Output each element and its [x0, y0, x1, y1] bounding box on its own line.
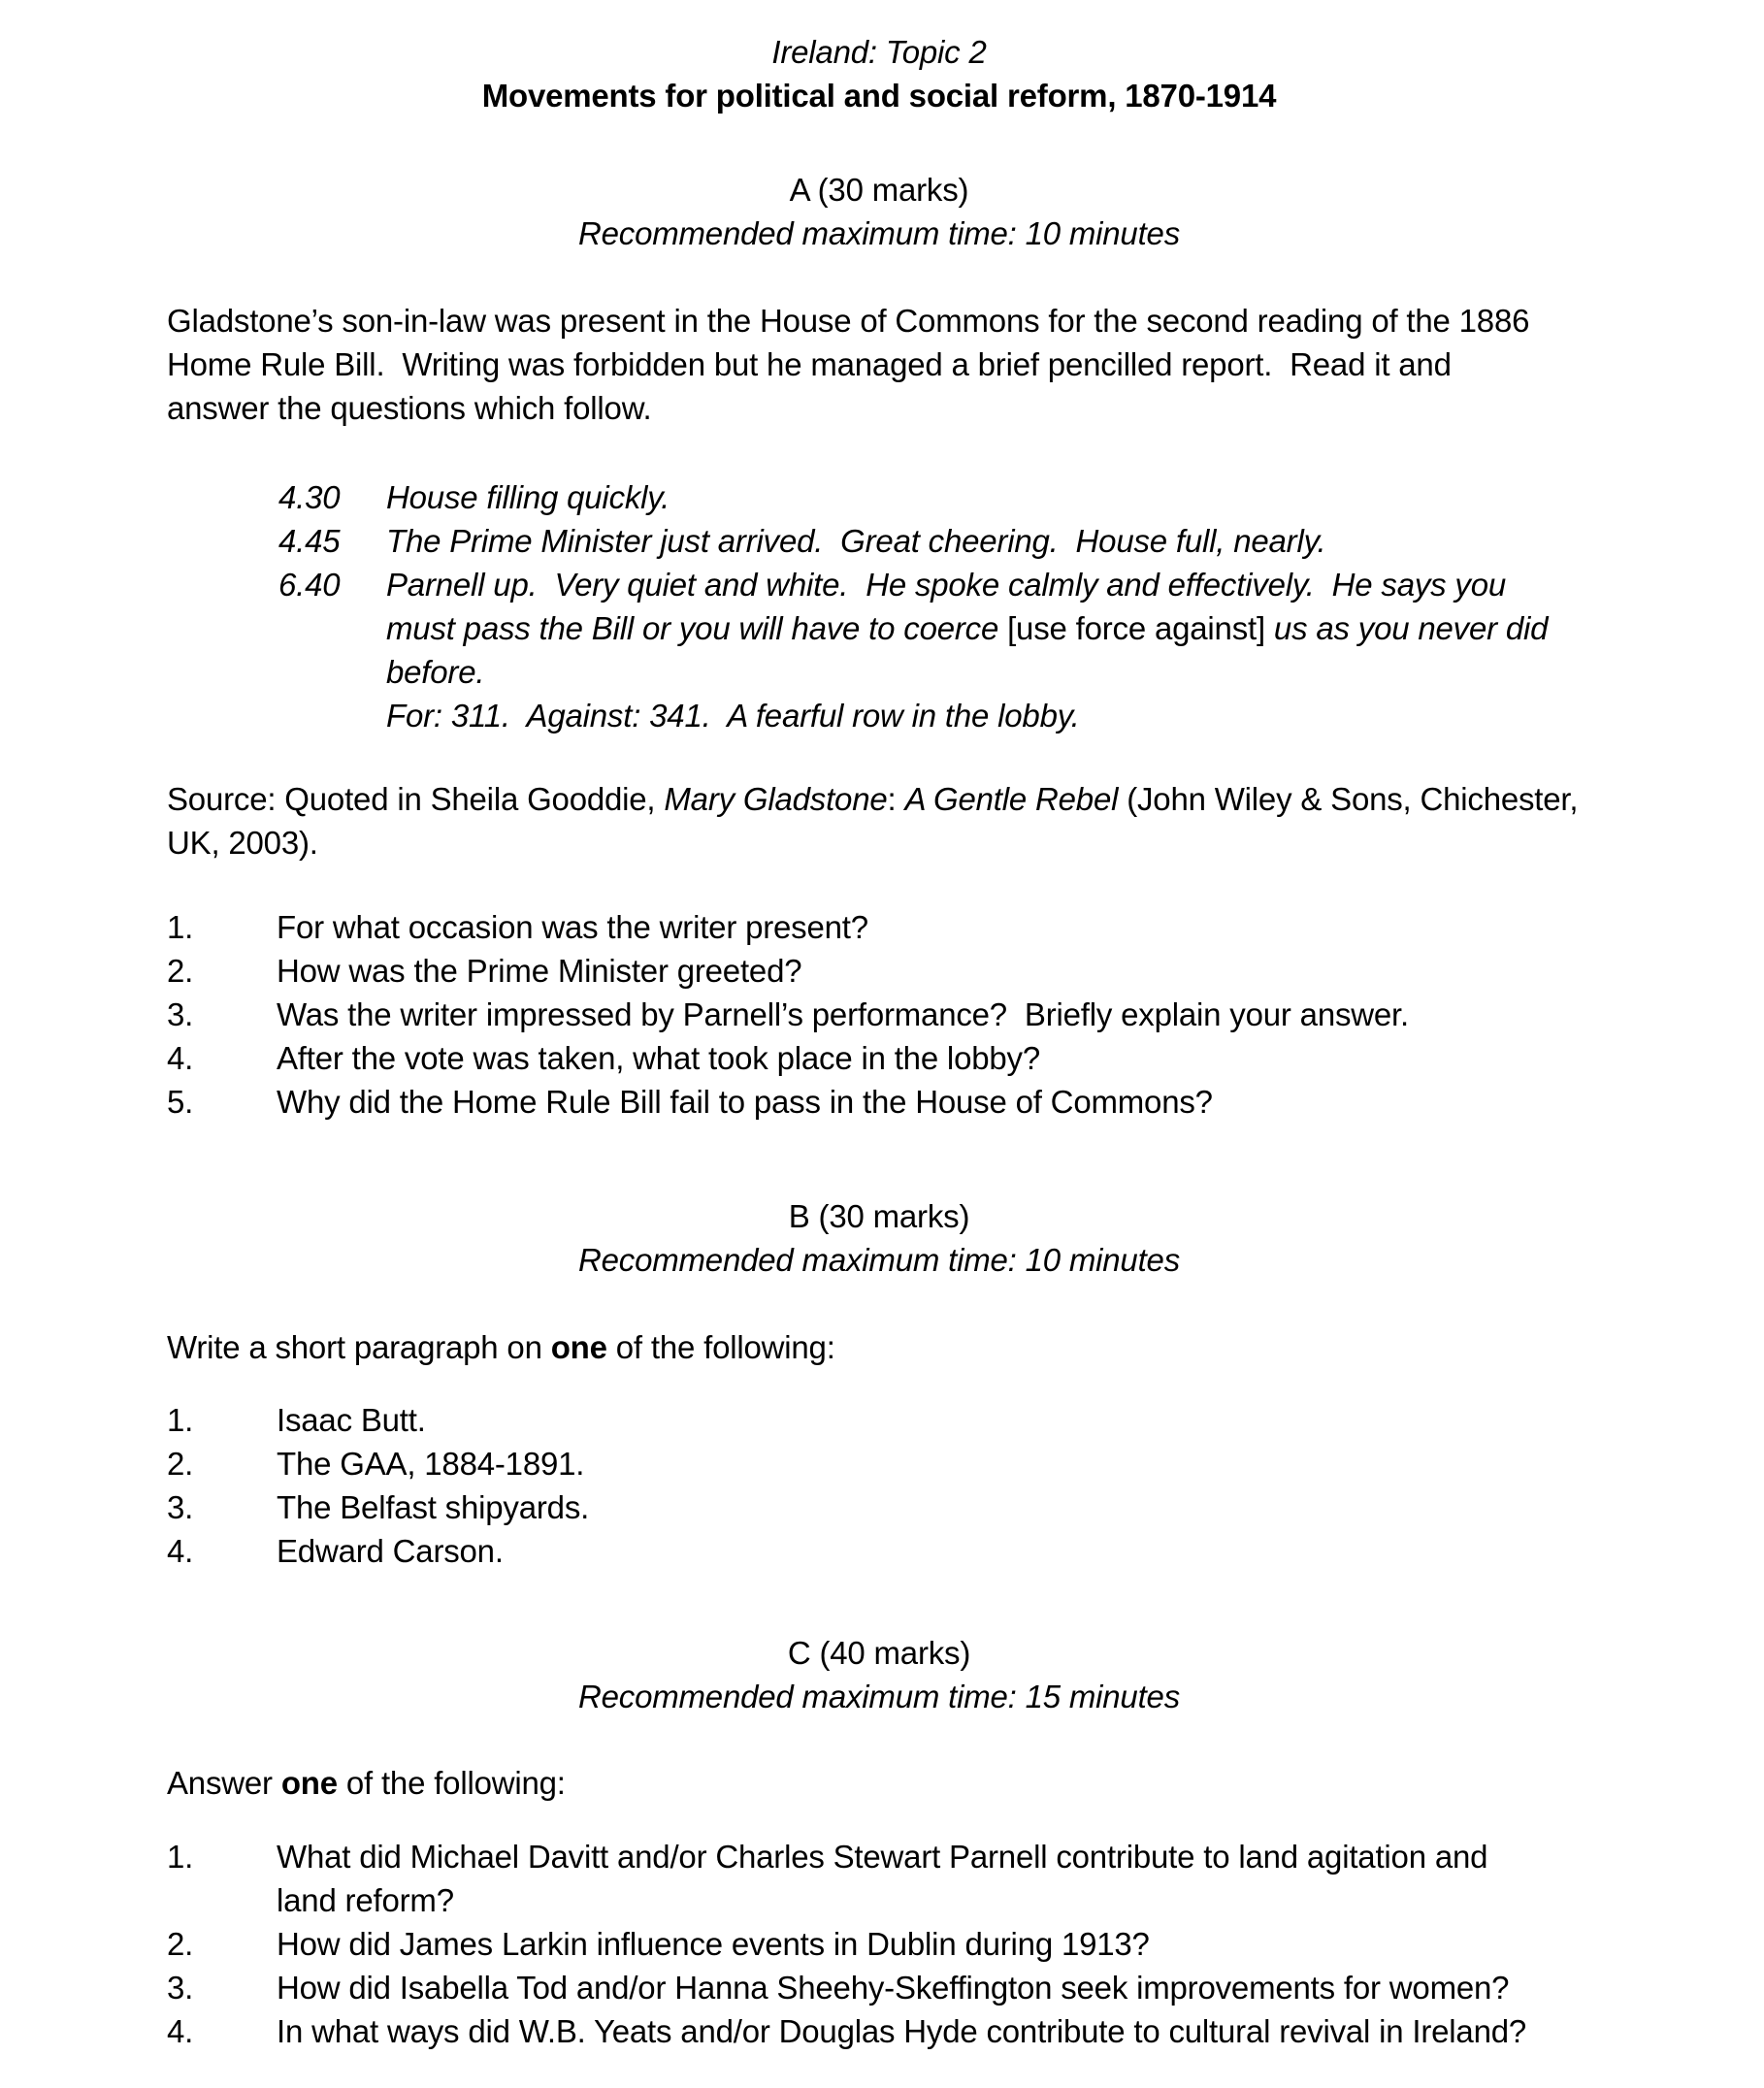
question-number: 2.: [167, 953, 194, 989]
report-row: [278, 650, 1591, 694]
section-b-items: [167, 1398, 1591, 1573]
question-text: After the vote was taken, what took place in the lobby?: [277, 1040, 1040, 1076]
report-time: [278, 606, 386, 650]
intro-line: answer the questions which follow.: [167, 390, 652, 426]
section-c-label: C (40 marks): [787, 1635, 971, 1671]
item-text: In what ways did W.B. Yeats and/or Douglas Hyde contribute to cultural revival in Ireland?: [277, 2013, 1527, 2049]
section-a-time-note: Recommended maximum time: 10 minutes: [577, 215, 1181, 251]
section-b-heading: [167, 1194, 1591, 1282]
prompt-emphasis: one: [550, 1329, 607, 1365]
report-row: [278, 606, 1591, 650]
list-item: [167, 1485, 1591, 1529]
report-row: [278, 519, 1591, 563]
report-row: [278, 475, 1591, 519]
source-line: UK, 2003).: [167, 825, 318, 861]
report-row: [278, 563, 1591, 606]
item-number: 1.: [167, 1402, 194, 1438]
report-text-italic: must pass the Bill or you will have to coerce: [386, 610, 1008, 646]
source-book-title: Mary Gladstone: [664, 781, 888, 817]
question-number: 3.: [167, 996, 194, 1032]
report-row: [278, 694, 1591, 737]
question-row: [167, 905, 1591, 949]
source-citation: [167, 777, 1591, 865]
report-time: 4.45: [278, 523, 341, 559]
section-a-heading: [167, 168, 1591, 255]
report-text: For: 311. Against: 341. A fearful row in the lobby.: [386, 698, 1080, 734]
source-line: [167, 777, 1591, 821]
intro-line: Home Rule Bill. Writing was forbidden but he managed a brief pencilled report. Read it and: [167, 346, 1452, 382]
question-number: 4.: [167, 1040, 194, 1076]
question-text: How was the Prime Minister greeted?: [277, 953, 802, 989]
question-text: Why did the Home Rule Bill fail to pass in the House of Commons?: [277, 1084, 1213, 1120]
report-text: The Prime Minister just arrived. Great cheering. House full, nearly.: [386, 523, 1326, 559]
item-text: The Belfast shipyards.: [277, 1489, 590, 1525]
question-row: [167, 1036, 1591, 1080]
question-number: 5.: [167, 1084, 194, 1120]
pencilled-report: [278, 475, 1591, 737]
item-text: Isaac Butt.: [277, 1402, 426, 1438]
question-row: [167, 993, 1591, 1036]
page-title: Movements for political and social reform, 1870-1914: [481, 78, 1277, 114]
section-a-questions: [167, 905, 1591, 1124]
report-time: 4.30: [278, 479, 341, 515]
item-number: 3.: [167, 1489, 194, 1525]
item-text: [277, 1835, 1487, 1922]
list-item: [167, 1529, 1591, 1573]
prompt-text: Answer: [167, 1765, 281, 1801]
section-b-time-note: Recommended maximum time: 10 minutes: [577, 1242, 1181, 1278]
report-text-gloss: [use force against]: [1007, 610, 1265, 646]
item-number: 4.: [167, 2013, 194, 2049]
source-book-subtitle: A Gentle Rebel: [904, 781, 1119, 817]
question-row: [167, 1080, 1591, 1124]
report-text: Parnell up. Very quiet and white. He spoke calmly and effectively. He says you: [386, 567, 1507, 603]
section-a-label: A (30 marks): [789, 172, 969, 208]
report-time: [278, 650, 386, 694]
report-text: before.: [386, 654, 485, 690]
prompt-emphasis: one: [280, 1765, 338, 1801]
question-number: 1.: [167, 909, 194, 945]
section-b-label: B (30 marks): [788, 1198, 970, 1234]
list-item: [167, 1398, 1591, 1442]
item-number: 4.: [167, 1533, 194, 1569]
source-text: Source: Quoted in Sheila Gooddie,: [167, 781, 665, 817]
list-item: [167, 1922, 1591, 1966]
item-text: How did James Larkin influence events in Dublin during 1913?: [277, 1926, 1150, 1962]
section-b-prompt: [167, 1325, 1591, 1369]
item-text: The GAA, 1884-1891.: [277, 1446, 585, 1482]
list-item: [167, 1442, 1591, 1485]
question-row: [167, 949, 1591, 993]
intro-line: Gladstone’s son-in-law was present in the House of Commons for the second reading of the 1886: [167, 303, 1530, 339]
section-c-items: [167, 1835, 1591, 2053]
source-text: (John Wiley & Sons, Chichester,: [1118, 781, 1579, 817]
item-text: How did Isabella Tod and/or Hanna Sheehy-Skeffington seek improvements for women?: [277, 1970, 1510, 2006]
item-number: 1.: [167, 1839, 194, 1875]
item-number: 2.: [167, 1446, 194, 1482]
report-text: House filling quickly.: [386, 479, 670, 515]
list-item: [167, 1835, 1591, 1922]
list-item: [167, 1966, 1591, 2009]
item-number: 2.: [167, 1926, 194, 1962]
question-text: For what occasion was the writer present?: [277, 909, 868, 945]
item-number: 3.: [167, 1970, 194, 2006]
prompt-text: Write a short paragraph on: [167, 1329, 551, 1365]
report-text-italic: us as you never did: [1264, 610, 1549, 646]
section-c-time-note: Recommended maximum time: 15 minutes: [577, 1679, 1181, 1714]
prompt-text: of the following:: [337, 1765, 566, 1801]
section-c-heading: [167, 1631, 1591, 1718]
list-item: [167, 2009, 1591, 2053]
question-text: Was the writer impressed by Parnell’s performance? Briefly explain your answer.: [277, 996, 1409, 1032]
item-line: land reform?: [277, 1882, 454, 1918]
source-text: :: [887, 781, 905, 817]
prompt-text: of the following:: [606, 1329, 835, 1365]
report-time: 6.40: [278, 567, 341, 603]
report-time: [278, 694, 386, 737]
report-text: [386, 606, 1548, 650]
intro-paragraph: [167, 299, 1591, 430]
page-topic: Ireland: Topic 2: [771, 34, 987, 70]
section-c-prompt: [167, 1761, 1591, 1805]
item-line: What did Michael Davitt and/or Charles Stewart Parnell contribute to land agitation and: [277, 1839, 1488, 1875]
item-text: Edward Carson.: [277, 1533, 504, 1569]
